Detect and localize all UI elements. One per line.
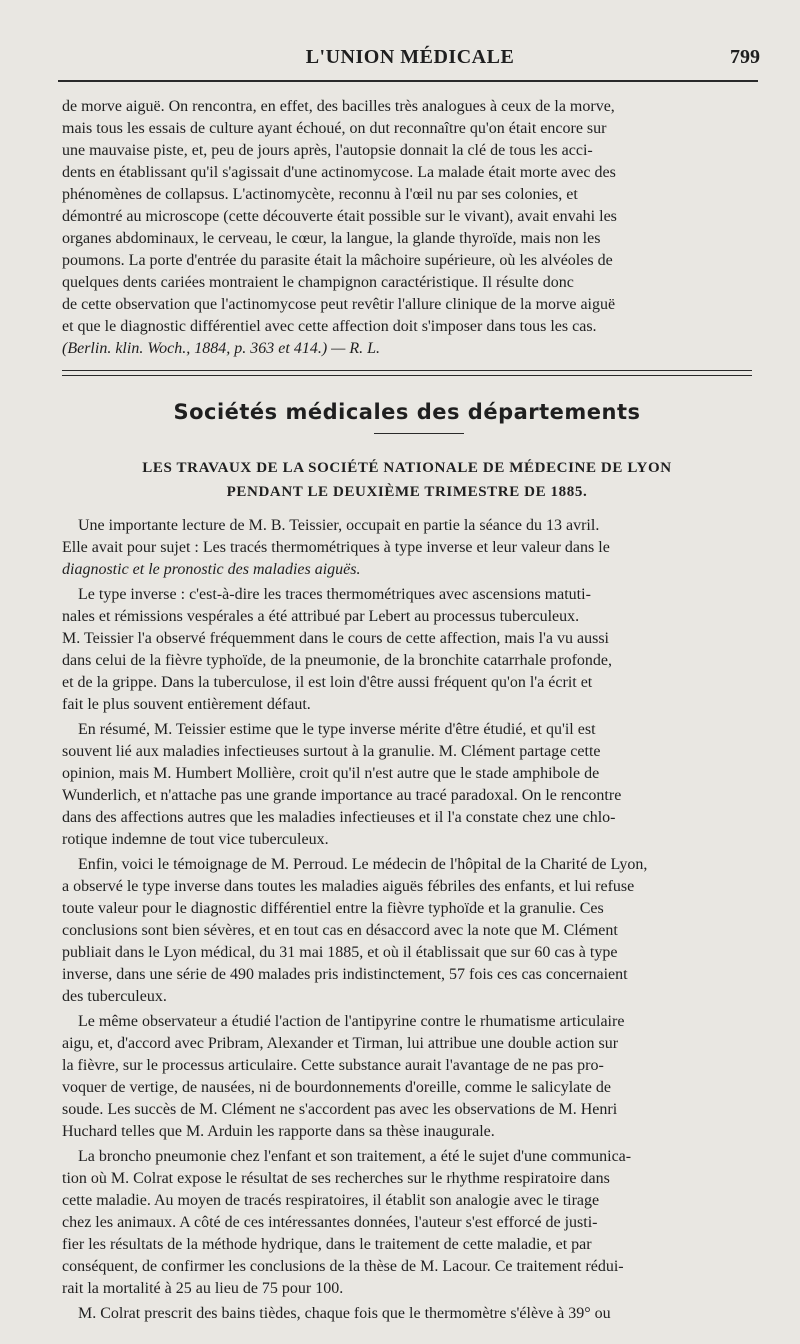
- text-line: fait le plus souvent entièrement défaut.: [62, 696, 311, 713]
- citation-line: (Berlin. klin. Woch., 1884, p. 363 et 414.) — R. L.: [62, 340, 381, 357]
- text-line: poumons. La porte d'entrée du parasite était la mâchoire supérieure, où les alvéoles de: [62, 252, 613, 269]
- text-line: conséquent, de confirmer les conclusions de la thèse de M. Lacour. Ce traitement rédui-: [62, 1258, 624, 1275]
- text-line: a observé le type inverse dans toutes les maladies aiguës fébriles des enfants, et lui refuse: [62, 878, 635, 895]
- section-divider: [62, 370, 752, 376]
- text-line: aigu, et, d'accord avec Pribram, Alexander et Tirman, lui attribue une double action sur: [62, 1035, 619, 1052]
- text-line: Une importante lecture de M. B. Teissier, occupait en partie la séance du 13 avril.: [78, 517, 600, 534]
- text-line: tion où M. Colrat expose le résultat de ses recherches sur le rhythme respiratoire dans: [62, 1170, 610, 1187]
- section-heading-underline: [374, 433, 464, 434]
- paragraph: [62, 719, 754, 851]
- text-line: dents en établissant qu'il s'agissait d'une actinomycose. La malade était morte avec des: [62, 164, 616, 181]
- paragraph: [62, 1146, 754, 1300]
- running-head: [60, 46, 760, 76]
- text-line: M. Colrat prescrit des bains tièdes, chaque fois que le thermomètre s'élève à 39° ou: [78, 1305, 611, 1322]
- text-line: dans celui de la fièvre typhoïde, de la pneumonie, de la bronchite catarrhale profonde,: [62, 652, 612, 669]
- text-line: En résumé, M. Teissier estime que le type inverse mérite d'être étudié, et qu'il est: [78, 721, 596, 738]
- text-line: Wunderlich, et n'attache pas une grande importance au tracé paradoxal. On le rencontre: [62, 787, 622, 804]
- text-line: rotique indemne de tout vice tuberculeux.: [62, 831, 329, 848]
- section-heading: Sociétés médicales des départements: [173, 400, 641, 424]
- text-line: nales et rémissions vespérales a été attribué par Lebert au processus tuberculeux.: [62, 608, 580, 625]
- text-line: de cette observation que l'actinomycose peut revêtir l'allure clinique de la morve aiguë: [62, 296, 616, 313]
- text-line: soude. Les succès de M. Clément ne s'accordent pas avec les observations de M. Henri: [62, 1101, 618, 1118]
- text-line: dans des affections autres que les maladies infectieuses et il l'a constate chez une chlo-: [62, 809, 616, 826]
- text-line: toute valeur pour le diagnostic différentiel entre la fièvre typhoïde et la granulie. Ces: [62, 900, 604, 917]
- text-line: des tuberculeux.: [62, 988, 167, 1005]
- text-line: inverse, dans une série de 490 malades pris indistinctement, 57 fois ces cas concernaient: [62, 966, 628, 983]
- text-line: quelques dents cariées montraient le champignon caractéristique. Il résulte donc: [62, 274, 574, 291]
- text-line: mais tous les essais de culture ayant échoué, on dut reconnaître qu'on était encore sur: [62, 120, 607, 137]
- text-line: voquer de vertige, de nausées, ni de bourdonnements d'oreille, comme le salicylate de: [62, 1079, 611, 1096]
- article-subheading-line-1: LES TRAVAUX DE LA SOCIÉTÉ NATIONALE DE MÉDECINE DE LYON: [142, 460, 672, 476]
- article-subheading-line-2: PENDANT LE DEUXIÈME TRIMESTRE DE 1885.: [226, 484, 588, 500]
- text-line: diagnostic et le pronostic des maladies aiguës.: [62, 561, 361, 578]
- paragraph: [62, 1303, 754, 1325]
- paragraph: [62, 854, 754, 1008]
- text-line: organes abdominaux, le cerveau, le cœur, la langue, la glande thyroïde, mais non les: [62, 230, 601, 247]
- top-article-continuation: [62, 96, 754, 360]
- text-line: et de la grippe. Dans la tuberculose, il est loin d'être aussi fréquent qu'on l'a écrit et: [62, 674, 593, 691]
- text-line: Huchard telles que M. Arduin les rapporte dans sa thèse inaugurale.: [62, 1123, 495, 1140]
- text-line: M. Teissier l'a observé fréquemment dans le cours de cette affection, mais l'a vu aussi: [62, 630, 609, 647]
- text-line: Le même observateur a étudié l'action de l'antipyrine contre le rhumatisme articulaire: [78, 1013, 625, 1030]
- text-line: rait la mortalité à 25 au lieu de 75 pour 100.: [62, 1280, 344, 1297]
- text-line: et que le diagnostic différentiel avec cette affection doit s'imposer dans tous les cas.: [62, 318, 597, 335]
- text-line: conclusions sont bien sévères, et en tout cas en désaccord avec la note que M. Clément: [62, 922, 618, 939]
- text-line: la fièvre, sur le processus articulaire. Cette substance aurait l'avantage de ne pas pro-: [62, 1057, 604, 1074]
- running-title: L'UNION MÉDICALE: [305, 46, 515, 68]
- text-line: Le type inverse : c'est-à-dire les traces thermométriques avec ascensions matuti-: [78, 586, 591, 603]
- text-line: opinion, mais M. Humbert Mollière, croit qu'il n'est autre que le stade amphibole de: [62, 765, 600, 782]
- text-line: une mauvaise piste, et, peu de jours après, l'autopsie donnait la clé de tous les acci-: [62, 142, 593, 159]
- text-line: démontré au microscope (cette découverte était possible sur le vivant), avait envahi les: [62, 208, 617, 225]
- header-rule: [58, 80, 758, 82]
- page-number: 799: [730, 46, 760, 68]
- text-line: Enfin, voici le témoignage de M. Perroud. Le médecin de l'hôpital de la Charité de Lyon,: [78, 856, 648, 873]
- text-line: Elle avait pour sujet : Les tracés thermométriques à type inverse et leur valeur dans le: [62, 539, 610, 556]
- text-line: chez les animaux. A côté de ces intéressantes données, l'auteur s'est efforcé de justi-: [62, 1214, 598, 1231]
- text-line: cette maladie. Au moyen de tracés respiratoires, il établit son analogie avec le tirage: [62, 1192, 600, 1209]
- text-line: fier les résultats de la méthode hydrique, dans le traitement de cette maladie, et par: [62, 1236, 592, 1253]
- paragraph: [62, 515, 754, 581]
- article-body: [62, 515, 754, 1325]
- text-line: souvent lié aux maladies infectieuses surtout à la granulie. M. Clément partage cette: [62, 743, 601, 760]
- text-line: phénomènes de collapsus. L'actinomycète, reconnu à l'œil nu par ses colonies, et: [62, 186, 578, 203]
- paragraph: [62, 584, 754, 716]
- text-line: La broncho pneumonie chez l'enfant et son traitement, a été le sujet d'une communica-: [78, 1148, 632, 1165]
- text-line: de morve aiguë. On rencontra, en effet, des bacilles très analogues à ceux de la morve,: [62, 98, 615, 115]
- text-line: publiait dans le Lyon médical, du 31 mai 1885, et où il établissait que sur 60 cas à type: [62, 944, 618, 961]
- paragraph: [62, 1011, 754, 1143]
